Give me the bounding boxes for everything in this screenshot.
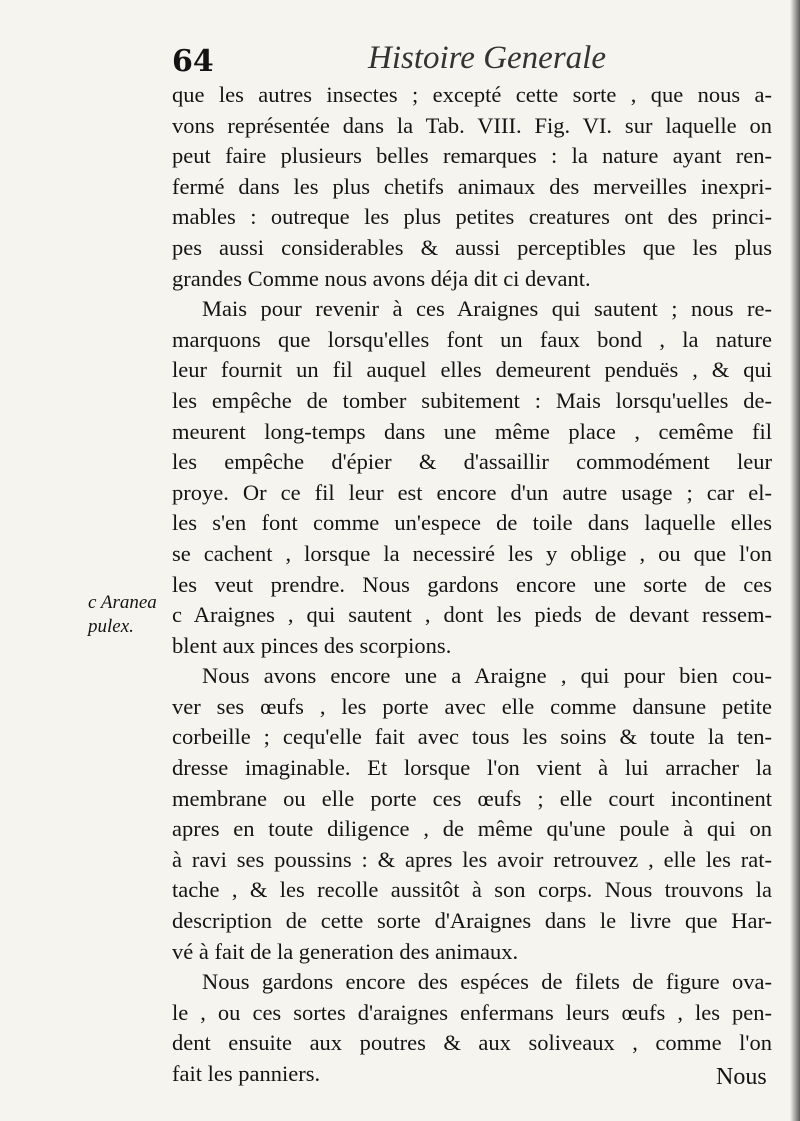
text-line: apres en toute diligence , de même qu'une poule à qui on bbox=[172, 816, 772, 842]
text-line: grandes Comme nous avons déja dit ci devant. bbox=[172, 265, 591, 291]
text-line: proye. Or ce fil leur est encore d'un autre usage ; car el- bbox=[172, 479, 772, 505]
text-line: Mais pour revenir à ces Araignes qui sautent ; nous re- bbox=[202, 296, 772, 322]
text-line: fait les panniers. bbox=[172, 1061, 321, 1086]
text-line: Nous avons encore une a Araigne , qui pour bien cou- bbox=[202, 663, 772, 689]
text-line: peut faire plusieurs belles remarques : la nature ayant ren- bbox=[172, 143, 772, 169]
text-line: vons représentée dans la Tab. VIII. Fig. VI. sur laquelle on bbox=[172, 112, 772, 138]
text-line: que les autres insectes ; excepté cette sorte , que nous a- bbox=[172, 82, 772, 107]
text-line: à ravi ses poussins : & apres les avoir retrouvez , elle les rat- bbox=[172, 846, 772, 872]
running-head: Histoire Generale bbox=[368, 40, 606, 76]
page-edge-shadow bbox=[790, 0, 800, 1121]
catchword: Nous bbox=[716, 1064, 767, 1090]
text-line: les empêche d'épier & d'assaillir commodément leur bbox=[172, 449, 772, 475]
text-line: meurent long-temps dans une même place , cemême fil bbox=[172, 418, 772, 444]
text-line: ver ses œufs , les porte avec elle comme dansune petite bbox=[172, 693, 772, 719]
text-line: tache , & les recolle aussitôt à son corps. Nous trouvons la bbox=[172, 877, 772, 903]
margin-note bbox=[88, 591, 173, 639]
text-line: dent ensuite aux poutres & aux soliveaux , comme l'on bbox=[172, 1030, 772, 1056]
text-line: membrane ou elle porte ces œufs ; elle court incontinent bbox=[172, 785, 772, 811]
body-text bbox=[172, 80, 772, 1090]
text-line: c Araignes , qui sautent , dont les pieds de devant ressem- bbox=[172, 602, 772, 628]
text-line: Nous gardons encore des espéces de filets de figure ova- bbox=[202, 969, 772, 995]
text-line: dresse imaginable. Et lorsque l'on vient à lui arracher la bbox=[172, 755, 772, 781]
margin-note-line: c Aranea bbox=[88, 592, 157, 613]
text-line: le , ou ces sortes d'araignes enfermans leurs œufs , les pen- bbox=[172, 999, 772, 1025]
text-line: description de cette sorte d'Araignes dans le livre que Har- bbox=[172, 908, 772, 934]
text-line: les veut prendre. Nous gardons encore une sorte de ces bbox=[172, 571, 772, 597]
page-number: 64 bbox=[172, 44, 214, 79]
text-line: pes aussi considerables & aussi perceptibles que les plus bbox=[172, 234, 772, 260]
text-line: les empêche de tomber subitement : Mais lorsqu'uelles de- bbox=[172, 387, 772, 413]
text-line: se cachent , lorsque la necessiré les y oblige , ou que l'on bbox=[172, 540, 772, 566]
text-line: vé à fait de la generation des animaux. bbox=[172, 938, 519, 964]
text-line: blent aux pinces des scorpions. bbox=[172, 632, 452, 658]
text-line: mables : outreque les plus petites creatures ont des princi- bbox=[172, 204, 772, 230]
text-line: fermé dans les plus chetifs animaux des merveilles inexpri- bbox=[172, 173, 772, 199]
margin-note-line: pulex. bbox=[88, 616, 134, 637]
text-line: marquons que lorsqu'elles font un faux bond , la nature bbox=[172, 326, 772, 352]
text-line: les s'en font comme un'espece de toile dans laquelle elles bbox=[172, 510, 772, 536]
text-line: leur fournit un fil auquel elles demeurent penduës , & qui bbox=[172, 357, 772, 383]
text-line: corbeille ; cequ'elle fait avec tous les soins & toute la ten- bbox=[172, 724, 772, 750]
